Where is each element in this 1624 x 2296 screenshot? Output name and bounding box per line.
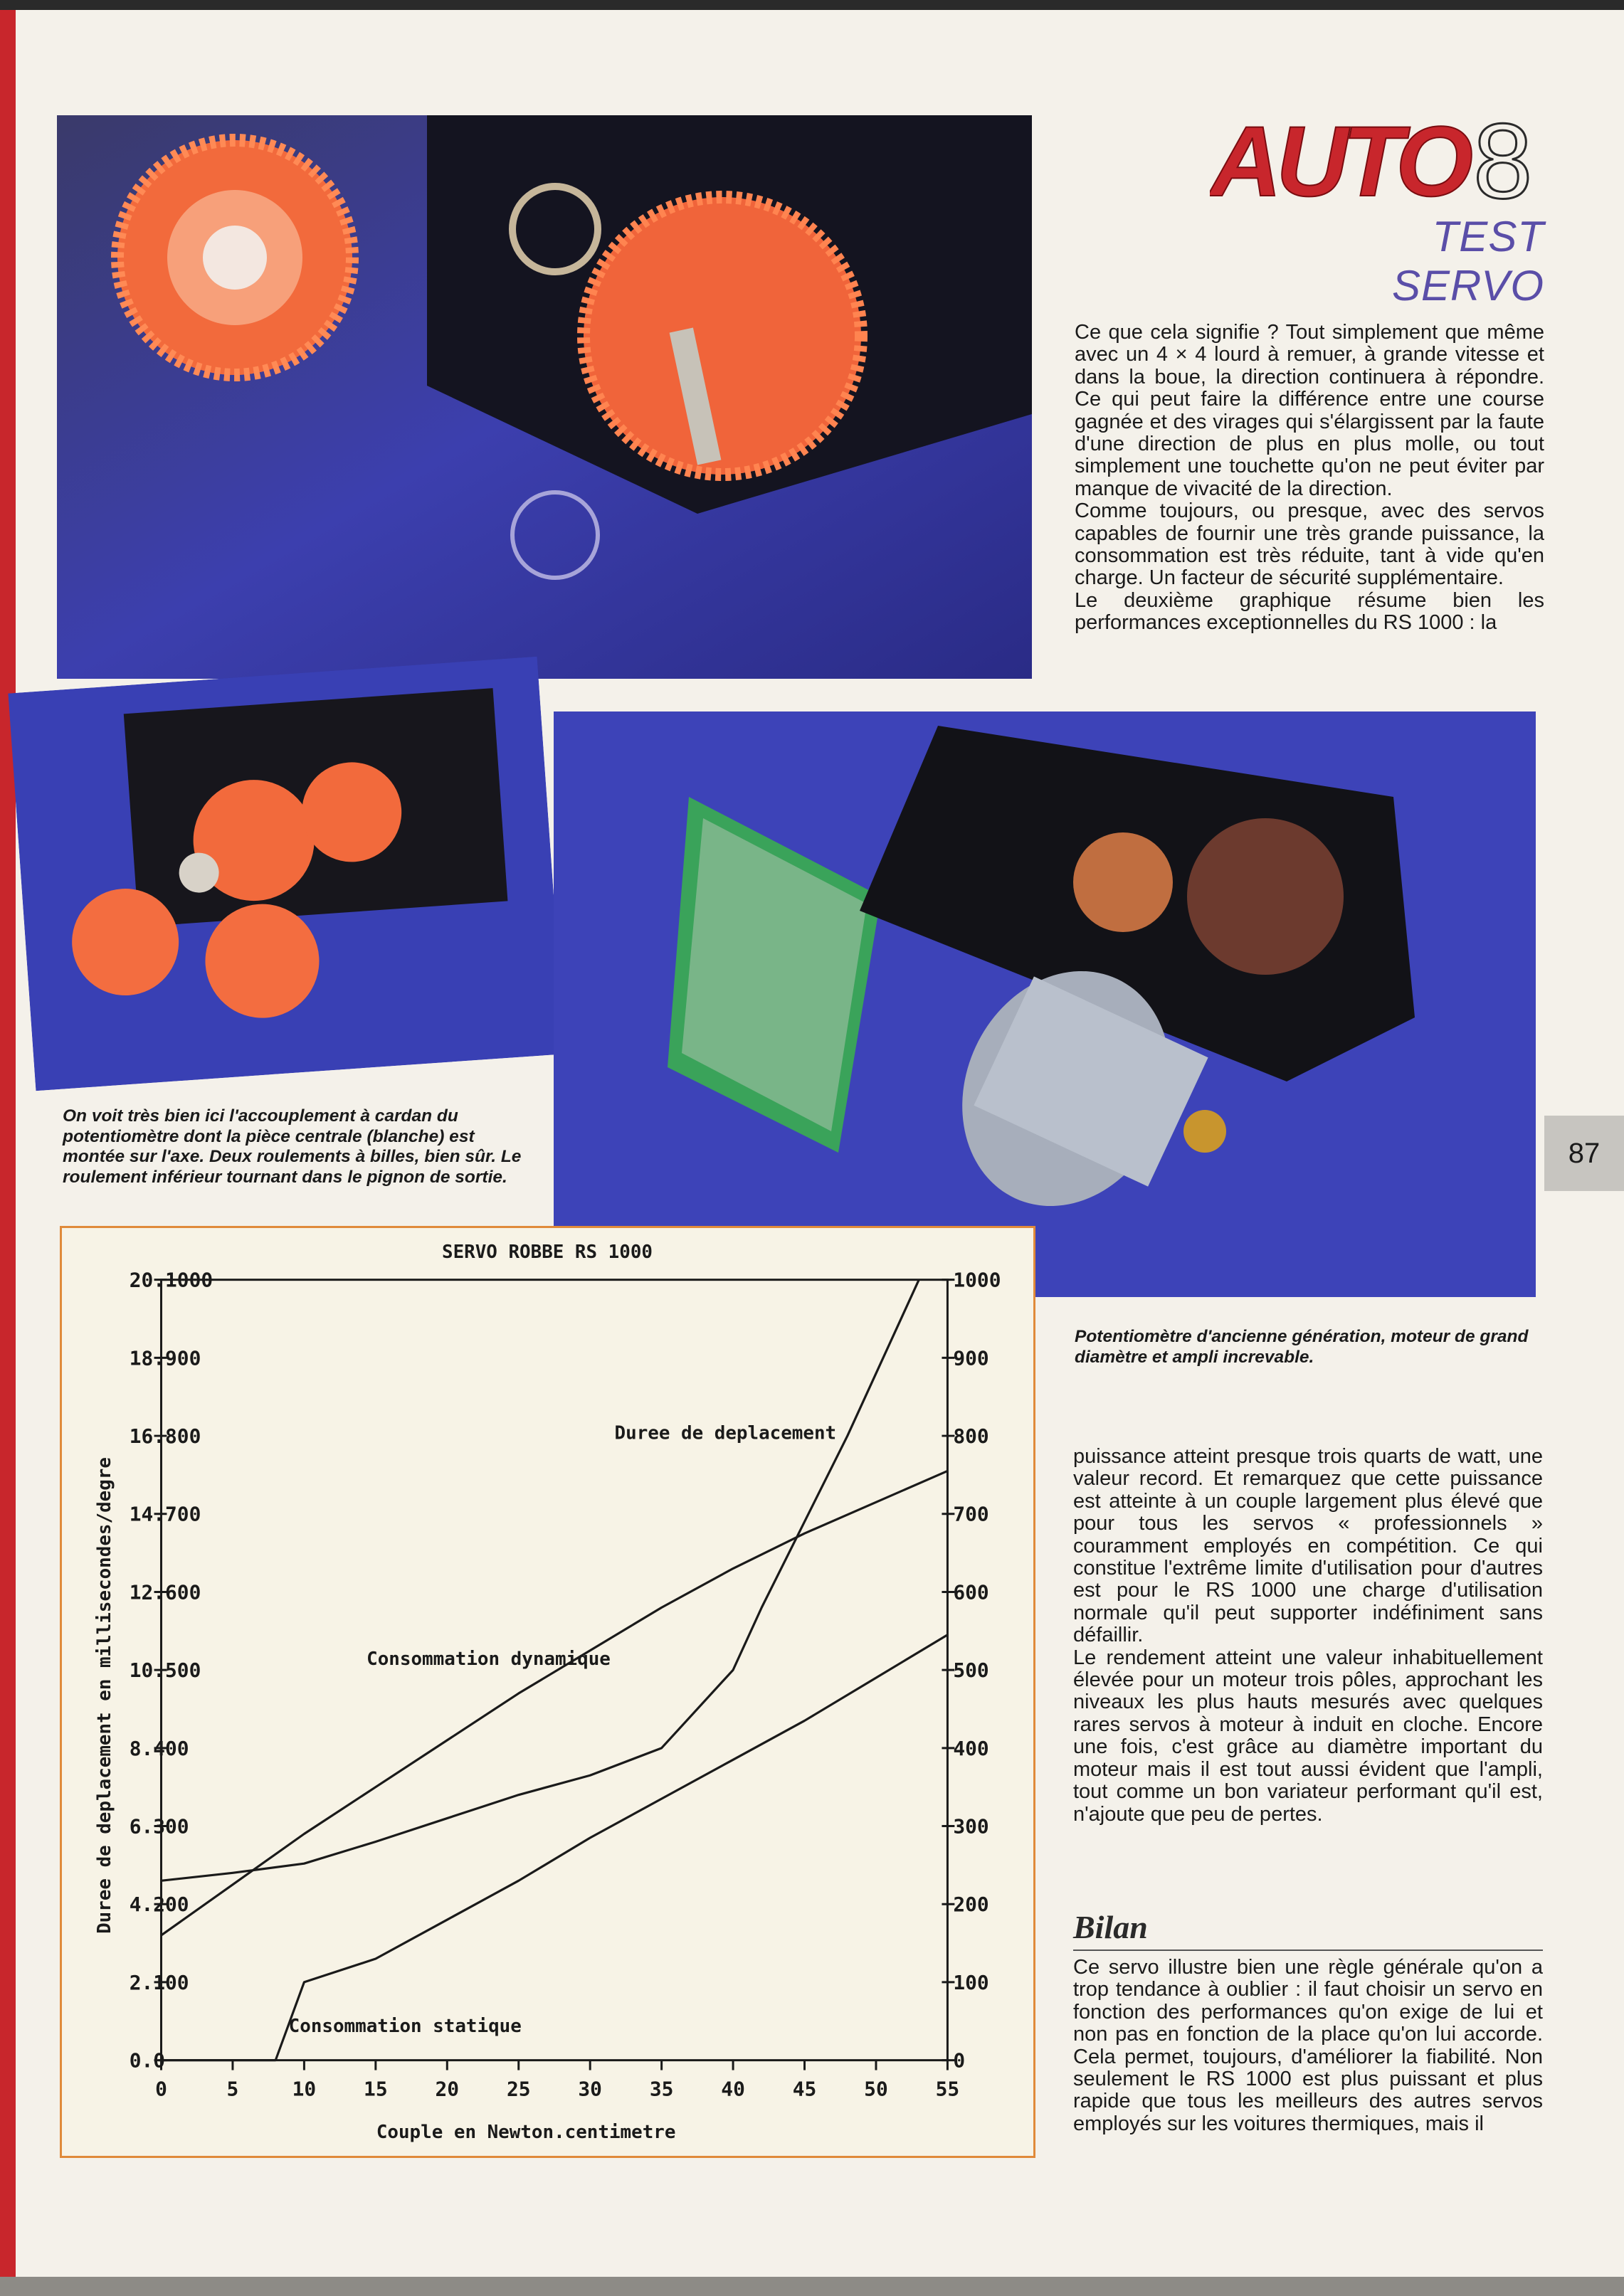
series-annotation: Duree de deplacement	[614, 1422, 837, 1444]
x-tick-label: 10	[292, 2077, 317, 2101]
y-right-tick-label: 800	[953, 1424, 989, 1449]
page-number: 87	[1544, 1116, 1624, 1191]
x-tick-label: 55	[935, 2077, 960, 2101]
y-right-tick-label: 100	[953, 1970, 989, 1994]
x-tick-label: 25	[506, 2077, 531, 2101]
y-right-tick-label: 0	[953, 2048, 966, 2073]
chart-title: SERVO ROBBE RS 1000	[442, 1241, 653, 1263]
caption-right: Potentiomètre d'ancienne génération, moteur de grand diamètre et ampli increvable.	[1075, 1327, 1529, 1367]
x-tick-label: 15	[364, 2077, 388, 2101]
y-left-tick-label: 18.900	[129, 1346, 201, 1370]
article-column-top	[1075, 322, 1544, 635]
y-right-tick-label: 200	[953, 1893, 989, 1917]
svg-text:8: 8	[1473, 114, 1533, 206]
series-annotation: Consommation statique	[288, 2015, 522, 2037]
y-left-tick-label: 2.100	[129, 1970, 189, 1994]
y-left-tick-label: 4.200	[129, 1893, 189, 1917]
y-right-tick-label: 300	[953, 1814, 989, 1839]
photo-gears	[57, 115, 1032, 679]
photo-servo-open	[8, 657, 564, 1091]
paragraph: Ce que cela signifie ? Tout simplement que même avec un 4 × 4 lourd à remuer, à grande vitesse et dans la boue, la direction continuera à répondre. Ce qui peut faire la différence entre une course gagnée et des virages qui s'élargissent par la faute d'une direction de plus en plus molle, ou tout simplement une touchette qu'on ne peut éviter par manque de vivacité de la direction.	[1075, 321, 1544, 500]
x-tick-label: 50	[864, 2077, 888, 2101]
series-line	[161, 1635, 947, 2060]
page-edge-strip	[0, 0, 16, 2296]
paragraph: Comme toujours, ou presque, avec des servos capables de fournir une très grande puissance, la consommation est très réduite, tant à vide qu'en charge. Un facteur de sécurité supplémentaire.	[1075, 499, 1544, 590]
y-right-tick-label: 600	[953, 1580, 989, 1604]
y-left-tick-label: 20.1000	[129, 1268, 213, 1292]
auto8-logo	[1210, 114, 1544, 206]
y-left-tick-label: 6.300	[129, 1814, 189, 1839]
x-tick-label: 20	[435, 2077, 460, 2101]
x-tick-label: 40	[721, 2077, 745, 2101]
y-left-tick-label: 16.800	[129, 1424, 201, 1449]
y-right-tick-label: 700	[953, 1502, 989, 1526]
series-line	[161, 1280, 919, 1881]
x-tick-label: 30	[578, 2077, 602, 2101]
y-left-tick-label: 12.600	[129, 1580, 201, 1604]
series-annotation: Consommation dynamique	[367, 1649, 611, 1671]
paragraph: Le deuxième graphique résume bien les performances exceptionnelles du RS 1000 : la	[1075, 588, 1544, 635]
performance-chart	[60, 1226, 1035, 2158]
y-right-tick-label: 900	[953, 1346, 989, 1370]
photo-board-motor	[554, 711, 1536, 1297]
y-right-tick-label: 1000	[953, 1268, 1001, 1292]
paragraph: puissance atteint presque trois quarts de watt, une valeur record. Et remarquez que cette puissance est atteinte à un couple largement plus élevé que pour tous les servos « professionnels » couramment employés en compétition. Ce qui constitue l'extrême limite d'utilisation pour d'autres est pour le RS 1000 une charge d'utilisation normale qu'il peut supporter indéfiniment sans défaillir.	[1073, 1445, 1543, 1647]
svg-text:AUTO: AUTO	[1210, 114, 1468, 206]
section-title: TEST SERVO	[1392, 213, 1544, 310]
caption-left: On voit très bien ici l'accouplement à cardan du potentiomètre dont la pièce centrale (blanche) est montée sur l'axe. Deux roulements à billes, bien sûr. Le roulement inférieur tournant dans le pignon de sortie.	[63, 1106, 522, 1187]
bilan-heading: Bilan	[1073, 1909, 1148, 1945]
y-left-tick-label: 0.0	[129, 2048, 166, 2073]
x-tick-label: 0	[155, 2077, 167, 2101]
y-left-tick-label: 8.400	[129, 1736, 189, 1760]
y-right-tick-label: 500	[953, 1658, 989, 1683]
x-tick-label: 45	[792, 2077, 817, 2101]
x-tick-label: 5	[226, 2077, 239, 2101]
y-right-tick-label: 400	[953, 1736, 989, 1760]
scan-bottom-edge	[0, 2277, 1624, 2296]
scan-top-edge	[0, 0, 1624, 10]
article-column-mid	[1073, 1446, 1543, 1826]
paragraph: Le rendement atteint une valeur inhabituellement élevée pour un moteur trois pôles, approchant les niveaux les plus hauts mesurés avec quelques rares servos à moteur à induit en cloche. Encore une fois, c'est grâce au diamètre important du moteur mais il est tout aussi évident que l'ampli, tout comme un bon variateur performant qu'il est, n'ajoute que peu de pertes.	[1073, 1646, 1543, 1826]
article-column-bottom: Ce servo illustre bien une règle générale qu'on a trop tendance à oublier : il faut choisir un servo en fonction des performances qu'on exige de lui et non pas en fonction de la place qu'on lui accorde. Cela permet, toujours, d'améliorer la fiabilité. Non seulement le RS 1000 est plus puissant et plus rapide que tous les meilleurs des autres servos employés sur les voitures thermiques, mais il	[1073, 1956, 1543, 2135]
y-left-tick-label: 10.500	[129, 1658, 201, 1683]
y-left-tick-label: 14.700	[129, 1502, 201, 1526]
heading-rule	[1073, 1950, 1543, 1951]
x-tick-label: 35	[649, 2077, 674, 2101]
chart-xlabel: Couple en Newton.centimetre	[376, 2122, 676, 2144]
chart-ylabel: Duree de deplacement en millisecondes/degre	[93, 1457, 115, 1934]
